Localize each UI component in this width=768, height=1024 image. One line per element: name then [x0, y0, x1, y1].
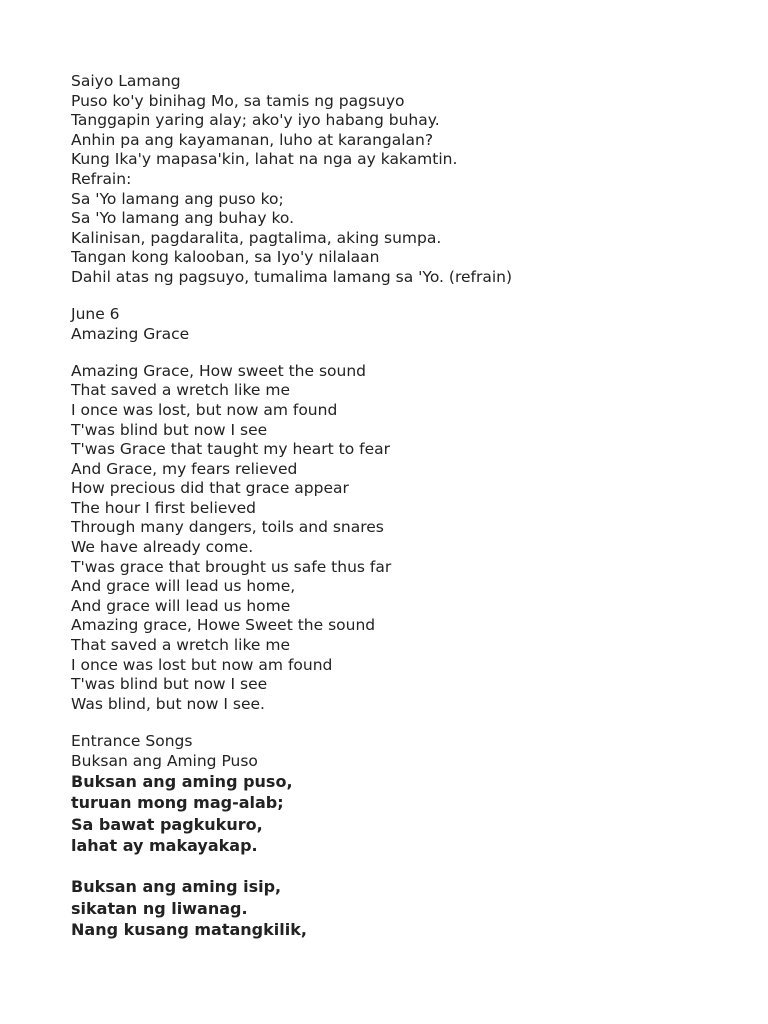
lyric-line: T'was blind but now I see: [71, 420, 268, 439]
lyric-line: That saved a wretch like me: [71, 636, 290, 655]
stanza-2: [71, 876, 731, 940]
stanza-1: [71, 771, 731, 856]
lyric-line: T'was Grace that taught my heart to fear: [71, 440, 391, 459]
lyric-line: And grace will lead us home,: [71, 577, 296, 596]
lyric-line: Sa 'Yo lamang ang buhay ko.: [71, 209, 295, 228]
date-heading: June 6: [71, 305, 120, 324]
lyric-line: How precious did that grace appear: [71, 479, 349, 498]
lyric-line: Dahil atas ng pagsuyo, tumalima lamang sa 'Yo. (refrain): [71, 267, 513, 286]
lyric-line: I once was lost, but now am found: [71, 400, 338, 419]
lyric-line: Sa 'Yo lamang ang puso ko;: [71, 189, 284, 208]
lyric-line: Amazing grace, Howe Sweet the sound: [71, 616, 376, 635]
lyric-line: T'was blind but now I see: [71, 675, 268, 694]
spacer: [71, 288, 731, 306]
lyric-line: sikatan ng liwanag.: [71, 898, 248, 918]
lyric-line: Amazing Grace, How sweet the sound: [71, 361, 367, 380]
song-title: Buksan ang Aming Puso: [71, 751, 258, 770]
lyric-line: Puso ko'y binihag Mo, sa tamis ng pagsuyo: [71, 91, 405, 110]
entrance-songs-section: [71, 732, 731, 940]
lyric-line: The hour I first believed: [71, 498, 256, 517]
lyric-line: Tanggapin yaring alay; ako'y iyo habang buhay.: [71, 111, 440, 130]
song-title: Saiyo Lamang: [71, 72, 181, 90]
lyric-line: Tangan kong kalooban, sa Iyo'y nilalaan: [71, 248, 380, 267]
spacer: [71, 344, 731, 362]
song-title: Amazing Grace: [71, 324, 190, 343]
lyric-line: We have already come.: [71, 538, 254, 557]
refrain-label: Refrain:: [71, 169, 132, 188]
lyric-line: I once was lost but now am found: [71, 655, 333, 674]
lyric-line: Sa bawat pagkukuro,: [71, 814, 263, 834]
lyric-line: That saved a wretch like me: [71, 381, 290, 400]
lyric-line: Buksan ang aming puso,: [71, 772, 293, 792]
lyric-line: Buksan ang aming isip,: [71, 877, 282, 897]
document-page: [71, 72, 731, 940]
lyric-line: Nang kusang matangkilik,: [71, 919, 307, 939]
lyric-line: turuan mong mag-alab;: [71, 793, 284, 813]
lyric-line: And Grace, my fears relieved: [71, 459, 298, 478]
lyric-line: Kung Ika'y mapasa'kin, lahat na nga ay kakamtin.: [71, 150, 458, 169]
lyric-line: T'was grace that brought us safe thus far: [71, 557, 392, 576]
lyric-line: Anhin pa ang kayamanan, luho at karangalan?: [71, 130, 434, 149]
lyric-line: Was blind, but now I see.: [71, 694, 265, 713]
spacer: [71, 714, 731, 732]
amazing-grace-section: [71, 305, 731, 714]
lyric-line: lahat ay makayakap.: [71, 835, 258, 855]
lyric-line: And grace will lead us home: [71, 596, 291, 615]
section-heading: Entrance Songs: [71, 731, 193, 750]
lyric-line: Kalinisan, pagdaralita, pagtalima, aking sumpa.: [71, 228, 442, 247]
lyric-line: Through many dangers, toils and snares: [71, 518, 384, 537]
saiyo-lamang-section: [71, 72, 731, 288]
spacer: [71, 856, 731, 876]
